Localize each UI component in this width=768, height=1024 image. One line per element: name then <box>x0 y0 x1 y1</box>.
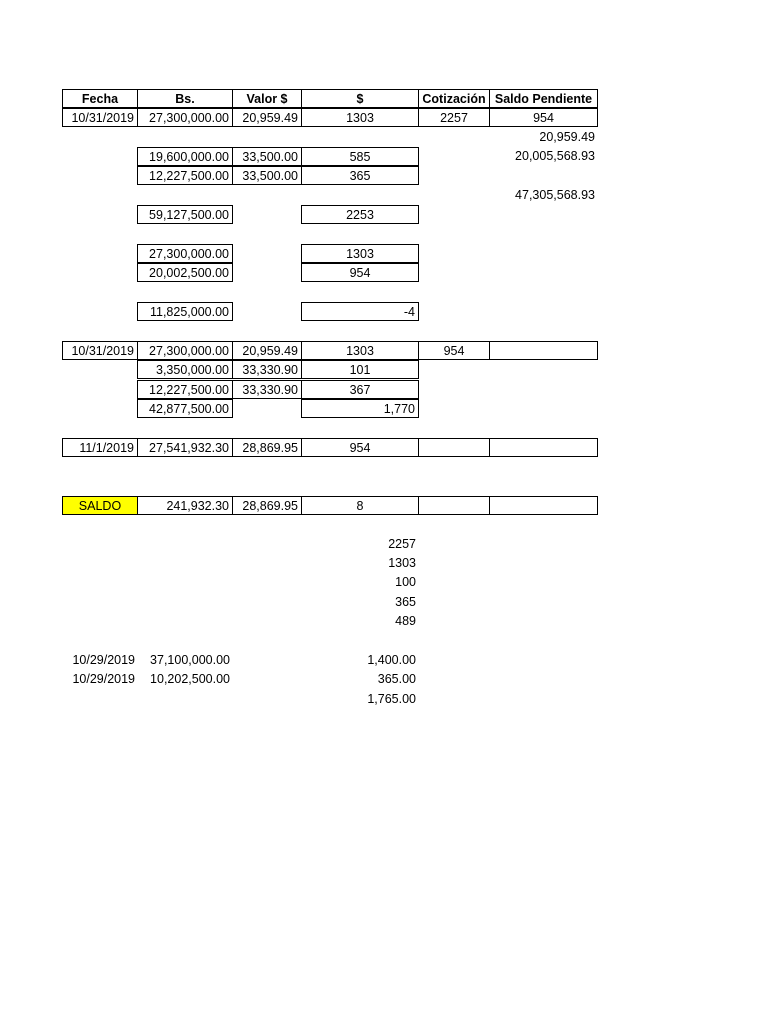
block5-bs: 27,300,000.00 <box>137 341 233 360</box>
block5-total-dollar: 1,770 <box>301 399 419 418</box>
row1-cotizacion: 2257 <box>418 108 490 127</box>
block7-row2-dollar: 365.00 <box>377 672 416 686</box>
block1-row1-bs: 19,600,000.00 <box>137 147 233 166</box>
saldo-pendiente <box>489 496 598 515</box>
header-saldo-pendiente: Saldo Pendiente <box>489 89 598 108</box>
block1-row2-valor: 33,500.00 <box>232 166 302 185</box>
block6-valor: 28,869.95 <box>232 438 302 457</box>
block6-bs: 27,541,932.30 <box>137 438 233 457</box>
block6-cotizacion <box>418 438 490 457</box>
block7-row1-fecha: 10/29/2019 <box>72 653 135 667</box>
block5-row2-dollar: 367 <box>301 380 419 399</box>
block5-row1-bs: 3,350,000.00 <box>137 360 233 379</box>
block5-row1-valor: 33,330.90 <box>232 360 302 379</box>
block5-total-bs: 42,877,500.00 <box>137 399 233 418</box>
side-value-2: 20,005,568.93 <box>515 149 595 163</box>
number-item: 100 <box>395 575 416 589</box>
block5-dollar: 1303 <box>301 341 419 360</box>
block6-fecha: 11/1/2019 <box>62 438 138 457</box>
saldo-cotizacion <box>418 496 490 515</box>
number-item: 2257 <box>388 537 416 551</box>
saldo-dollar: 8 <box>301 496 419 515</box>
saldo-label: SALDO <box>62 496 138 515</box>
block5-saldo <box>489 341 598 360</box>
block5-cotizacion: 954 <box>418 341 490 360</box>
block3-row2-bs: 20,002,500.00 <box>137 263 233 282</box>
block1-row2-dollar: 365 <box>301 166 419 185</box>
block1-row2-bs: 12,227,500.00 <box>137 166 233 185</box>
row1-saldo: 954 <box>489 108 598 127</box>
row1-dollar: 1303 <box>301 108 419 127</box>
row1-bs: 27,300,000.00 <box>137 108 233 127</box>
header-bs: Bs. <box>137 89 233 108</box>
block1-row1-dollar: 585 <box>301 147 419 166</box>
block6-saldo <box>489 438 598 457</box>
side-value-3: 47,305,568.93 <box>515 188 595 202</box>
number-item: 489 <box>395 614 416 628</box>
block3-row1-bs: 27,300,000.00 <box>137 244 233 263</box>
row1-fecha: 10/31/2019 <box>62 108 138 127</box>
number-item: 1303 <box>388 556 416 570</box>
block5-fecha: 10/31/2019 <box>62 341 138 360</box>
saldo-bs: 241,932.30 <box>137 496 233 515</box>
block7-row1-dollar: 1,400.00 <box>367 653 416 667</box>
block4-bs: 11,825,000.00 <box>137 302 233 321</box>
saldo-valor: 28,869.95 <box>232 496 302 515</box>
block2-bs: 59,127,500.00 <box>137 205 233 224</box>
header-dollar: $ <box>301 89 419 108</box>
block3-row1-dollar: 1303 <box>301 244 419 263</box>
header-fecha: Fecha <box>62 89 138 108</box>
header-cotizacion: Cotización <box>418 89 490 108</box>
number-item: 365 <box>395 595 416 609</box>
block7-row2-fecha: 10/29/2019 <box>72 672 135 686</box>
block7-row2-bs: 10,202,500.00 <box>150 672 230 686</box>
block5-valor: 20,959.49 <box>232 341 302 360</box>
block5-row2-valor: 33,330.90 <box>232 380 302 399</box>
block7-total: 1,765.00 <box>367 692 416 706</box>
block7-row1-bs: 37,100,000.00 <box>150 653 230 667</box>
block3-row2-dollar: 954 <box>301 263 419 282</box>
side-value-1: 20,959.49 <box>539 130 595 144</box>
header-valor: Valor $ <box>232 89 302 108</box>
block6-dollar: 954 <box>301 438 419 457</box>
block1-row1-valor: 33,500.00 <box>232 147 302 166</box>
block2-dollar: 2253 <box>301 205 419 224</box>
block4-dollar: -4 <box>301 302 419 321</box>
block5-row2-bs: 12,227,500.00 <box>137 380 233 399</box>
row1-valor: 20,959.49 <box>232 108 302 127</box>
block5-row1-dollar: 101 <box>301 360 419 379</box>
